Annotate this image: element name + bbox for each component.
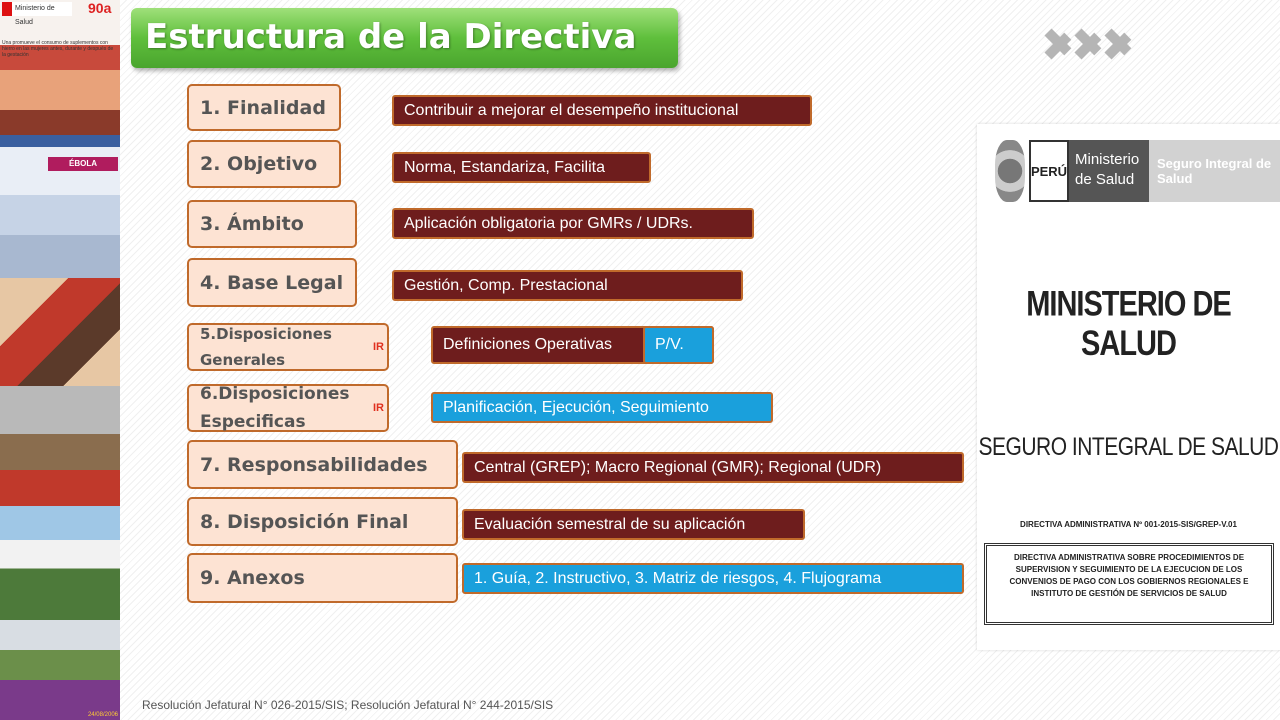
detail-responsabilidades: Central (GREP); Macro Regional (GMR); Regional (UDR) (462, 452, 964, 483)
detail-anexos: 1. Guía, 2. Instructivo, 3. Matriz de riesgos, 4. Flujograma (462, 563, 964, 594)
detail-text: Definiciones Operativas (443, 336, 612, 353)
section-anexos (187, 553, 458, 603)
poster-caption: Una promueve el consumo de suplementos con hierro en las mujeres antes, durante y después de la gestación (2, 40, 114, 58)
slide-title: Estructura de la Directiva (131, 8, 678, 68)
document-header (987, 132, 1280, 208)
document-directive-title: DIRECTIVA ADMINISTRATIVA SOBRE PROCEDIMIENTOS DE SUPERVISION Y SEGUIMIENTO DE LA EJECUCION DE LOS CONVENIOS DE PAGO CON LOS GOBIERNOS REGIONALES E INSTITUTO DE GESTIÓN DE SERVICIOS DE SALUD (984, 543, 1274, 625)
ministerio-line2: de Salud (1075, 171, 1135, 188)
section-label-line1: 5.Disposiciones (200, 325, 332, 343)
ministerio-label (1069, 140, 1149, 202)
section-label: 9. Anexos (200, 567, 305, 589)
photo-community (0, 506, 120, 620)
photo-sis-website (0, 135, 120, 278)
chevron-right-icon (1106, 22, 1132, 66)
document-directive-id: DIRECTIVA ADMINISTRATIVA Nº 001-2015-SIS/GREP-V.01 (1020, 520, 1237, 529)
peru-crest-icon (995, 140, 1025, 202)
ministerio-line1: Ministerio (1075, 151, 1140, 168)
document-heading-ministerio: MINISTERIO DE SALUD (1026, 285, 1231, 364)
photo-child (0, 386, 120, 506)
detail-disposicion-final: Evaluación semestral de su aplicación (462, 509, 805, 540)
section-label: 8. Disposición Final (200, 510, 409, 533)
section-disposicion-final (187, 497, 458, 546)
section-label: 2. Objetivo (200, 153, 318, 175)
chevron-right-icon (1046, 22, 1072, 66)
photo-date: 24/08/2006 (87, 712, 118, 718)
ebola-banner: ÉBOLA (48, 157, 118, 171)
section-finalidad (187, 84, 341, 131)
section-responsabilidades (187, 440, 458, 489)
photo-mother-child (0, 278, 120, 386)
section-label-line1: 6.Disposiciones (200, 384, 350, 404)
photo-campaign-poster (0, 0, 120, 135)
section-ambito (187, 200, 357, 248)
section-label-line2: Especificas (200, 412, 306, 432)
section-label: 3. Ámbito (200, 213, 304, 235)
section-base-legal (187, 258, 357, 307)
detail-base-legal: Gestión, Comp. Prestacional (392, 270, 743, 301)
ir-link[interactable]: IR (373, 402, 384, 414)
detail-objetivo: Norma, Estandariza, Facilita (392, 152, 651, 183)
section-label-line2: Generales (200, 351, 286, 369)
ir-link[interactable]: IR (373, 341, 384, 353)
detail-pv-badge: P/V. (643, 326, 714, 364)
section-label: 4. Base Legal (200, 271, 344, 294)
photo-gathering (0, 620, 120, 720)
campaign-logo: 90a (88, 0, 112, 16)
detail-ambito: Aplicación obligatoria por GMRs / UDRs. (392, 208, 754, 239)
chevron-right-icon (1076, 22, 1102, 66)
section-objetivo (187, 140, 341, 188)
detail-finalidad: Contribuir a mejorar el desempeño institucional (392, 95, 812, 126)
section-label: 7. Responsabilidades (200, 453, 428, 476)
section-label: 1. Finalidad (200, 96, 326, 119)
minsa-logo: Ministerio de Salud (2, 2, 72, 16)
photo-strip (0, 0, 120, 720)
peru-label: PERÚ (1029, 140, 1069, 202)
document-heading-sis: SEGURO INTEGRAL DE SALUD (978, 433, 1279, 462)
section-disposiciones-especificas[interactable] (187, 384, 389, 432)
section-disposiciones-generales[interactable] (187, 323, 389, 371)
detail-disposiciones-especificas: Planificación, Ejecución, Seguimiento (431, 392, 773, 423)
directive-document-image (977, 124, 1280, 650)
sis-label: Seguro Integral de Salud (1149, 140, 1280, 202)
footer-resolution: Resolución Jefatural N° 026-2015/SIS; Resolución Jefatural N° 244-2015/SIS (142, 698, 554, 712)
